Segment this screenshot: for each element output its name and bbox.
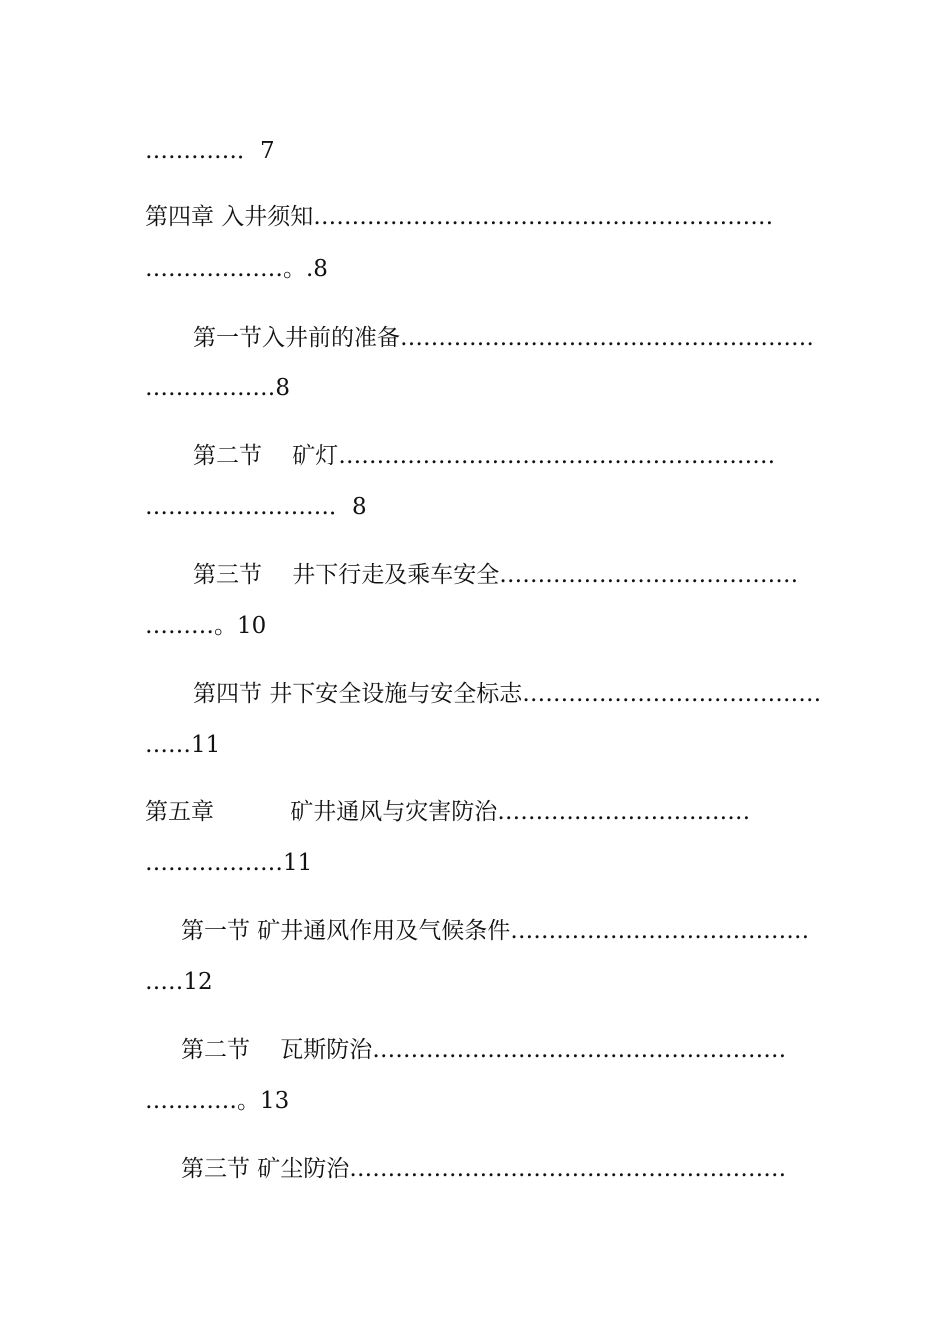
toc-entry-section: 第二节 瓦斯防治……………………………………………… bbox=[181, 1037, 787, 1063]
toc-entry-section: 第四节 井下安全设施与安全标志………………………………… bbox=[193, 681, 822, 707]
toc-entry-continuation: ………………11 bbox=[145, 850, 313, 876]
toc-entry-continuation: …………。13 bbox=[145, 1088, 290, 1114]
toc-entry-continuation: …‥12 bbox=[145, 969, 213, 995]
toc-entry-section: 第三节 井下行走及乘车安全………………………………… bbox=[193, 562, 799, 588]
toc-entry-section: 第一节 矿井通风作用及气候条件………………………………… bbox=[181, 918, 810, 944]
toc-entry-continuation: ……………‥8 bbox=[145, 375, 290, 401]
toc-entry-continuation: …………．7 bbox=[145, 138, 275, 164]
toc-entry-continuation: ……11 bbox=[145, 732, 221, 758]
toc-entry-section: 第三节 矿尘防治………………………………………………… bbox=[181, 1156, 787, 1182]
toc-entry-chapter-4: 第四章 入井须知…………………………………………………… bbox=[145, 204, 774, 230]
toc-entry-continuation: ……………………．8 bbox=[145, 494, 367, 520]
toc-entry-chapter-5: 第五章 矿井通风与灾害防治…………………………… bbox=[145, 799, 751, 825]
toc-entry-section: 第二节 矿灯………………………………………………… bbox=[193, 443, 776, 469]
toc-entry-section: 第一节入井前的准备……………………………………………… bbox=[193, 325, 814, 351]
toc-entry-continuation: ………………。.8 bbox=[145, 256, 328, 282]
toc-entry-continuation: ………。10 bbox=[145, 613, 267, 639]
